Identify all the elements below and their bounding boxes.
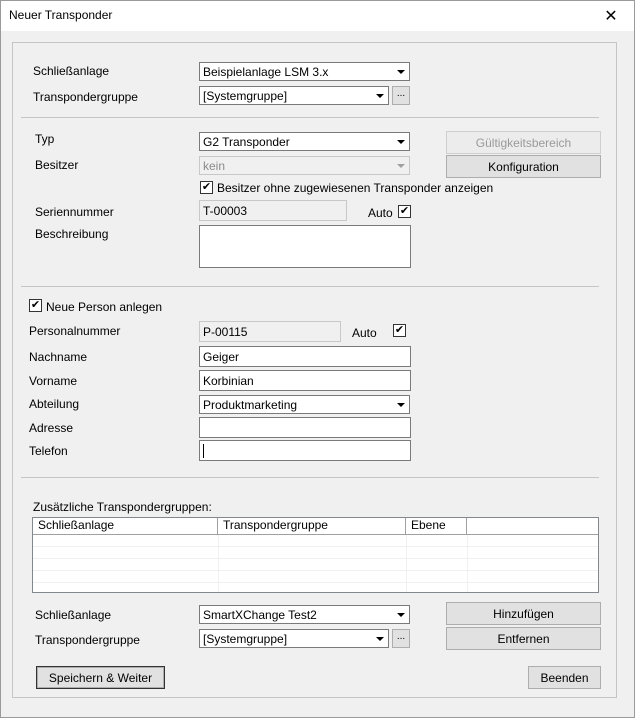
schliessanlage-value: Beispielanlage LSM 3.x: [203, 65, 329, 79]
hinzufuegen-button[interactable]: Hinzufügen: [446, 602, 601, 625]
chevron-down-icon[interactable]: [393, 64, 408, 79]
gueltigkeitsbereich-button[interactable]: Gültigkeitsbereich: [446, 131, 601, 154]
transpondergruppe-value: [Systemgruppe]: [203, 89, 288, 103]
separator: [21, 117, 599, 118]
chevron-down-icon[interactable]: [393, 158, 408, 173]
abteilung-value: Produktmarketing: [203, 398, 298, 412]
konfiguration-button[interactable]: Konfiguration: [446, 155, 601, 178]
column-divider: [218, 535, 219, 592]
groups-schliessanlage-value: SmartXChange Test2: [203, 608, 317, 622]
personalnummer-auto-checkbox[interactable]: ✔: [394, 324, 405, 336]
vorname-value: Korbinian: [203, 374, 254, 388]
nachname-label: Nachname: [29, 350, 88, 364]
groups-transpondergruppe-browse-button[interactable]: ...: [392, 629, 410, 648]
separator: [21, 286, 599, 287]
chevron-down-icon[interactable]: [393, 134, 408, 149]
table-row[interactable]: [33, 547, 598, 559]
column-header-ebene[interactable]: Ebene: [406, 518, 467, 535]
personalnummer-label: Personalnummer: [29, 324, 121, 338]
besitzer-select[interactable]: [199, 156, 410, 175]
beschreibung-label: Beschreibung: [35, 227, 109, 241]
table-row[interactable]: [33, 535, 598, 547]
typ-label: Typ: [35, 132, 55, 146]
beschreibung-field[interactable]: [199, 225, 411, 268]
schliessanlage-label: Schließanlage: [33, 64, 110, 78]
table-header: [33, 518, 598, 535]
nachname-field[interactable]: [199, 346, 411, 367]
column-divider: [406, 535, 407, 592]
adresse-label: Adresse: [29, 421, 74, 435]
text-cursor: [203, 444, 204, 458]
column-header-empty[interactable]: [467, 518, 598, 535]
telefon-label: Telefon: [29, 444, 68, 458]
groups-transpondergruppe-value: [Systemgruppe]: [203, 632, 288, 646]
column-divider: [467, 535, 468, 592]
telefon-field[interactable]: [199, 440, 411, 461]
typ-value: G2 Transponder: [203, 135, 290, 149]
besitzer-ohne-transponder-checkbox[interactable]: ✔: [201, 181, 212, 193]
besitzer-ohne-transponder-label: Besitzer ohne zugewiesenen Transponder anzeigen: [217, 181, 494, 195]
groups-transpondergruppe-select[interactable]: [199, 629, 389, 648]
zusaetzliche-gruppen-label: Zusätzliche Transpondergruppen:: [33, 500, 212, 514]
speichern-weiter-button[interactable]: Speichern & Weiter: [36, 666, 165, 689]
groups-schliessanlage-label: Schließanlage: [35, 608, 112, 622]
column-header-transpondergruppe[interactable]: Transpondergruppe: [218, 518, 406, 535]
title-bar[interactable]: [1, 1, 634, 31]
transpondergruppe-select[interactable]: [199, 86, 389, 105]
close-icon[interactable]: ✕: [604, 8, 618, 25]
window-title: Neuer Transponder: [9, 8, 113, 22]
groups-transpondergruppe-label: Transpondergruppe: [35, 633, 140, 647]
transpondergruppe-browse-button[interactable]: ...: [392, 86, 410, 105]
table-row[interactable]: [33, 559, 598, 571]
seriennummer-field[interactable]: [199, 200, 347, 221]
transpondergruppe-label: Transpondergruppe: [33, 90, 138, 104]
vorname-field[interactable]: [199, 370, 411, 391]
separator: [21, 477, 599, 478]
neue-person-checkbox[interactable]: ✔: [30, 299, 41, 311]
abteilung-select[interactable]: [199, 395, 410, 414]
entfernen-button[interactable]: Entfernen: [446, 627, 601, 650]
chevron-down-icon[interactable]: [393, 607, 408, 622]
schliessanlage-select[interactable]: [199, 62, 410, 81]
chevron-down-icon[interactable]: [372, 88, 387, 103]
neue-person-label: Neue Person anlegen: [46, 300, 163, 314]
besitzer-label: Besitzer: [35, 158, 79, 172]
personalnummer-auto-label: Auto: [352, 326, 377, 340]
abteilung-label: Abteilung: [29, 397, 80, 411]
chevron-down-icon[interactable]: [372, 631, 387, 646]
chevron-down-icon[interactable]: [393, 397, 408, 412]
transpondergruppen-table[interactable]: [32, 517, 599, 593]
adresse-field[interactable]: [199, 417, 411, 438]
table-row[interactable]: [33, 571, 598, 583]
seriennummer-label: Seriennummer: [35, 205, 114, 219]
seriennummer-value: T-00003: [203, 204, 248, 218]
nachname-value: Geiger: [203, 350, 240, 364]
column-header-schliessanlage[interactable]: Schließanlage: [33, 518, 218, 535]
personalnummer-field[interactable]: [199, 321, 341, 342]
groups-schliessanlage-select[interactable]: [199, 605, 410, 624]
seriennummer-auto-checkbox[interactable]: ✔: [399, 205, 410, 217]
vorname-label: Vorname: [29, 374, 78, 388]
seriennummer-auto-label: Auto: [368, 206, 393, 220]
personalnummer-value: P-00115: [203, 325, 248, 339]
besitzer-value: kein: [203, 159, 226, 173]
beenden-button[interactable]: Beenden: [528, 666, 601, 689]
typ-select[interactable]: [199, 132, 410, 151]
